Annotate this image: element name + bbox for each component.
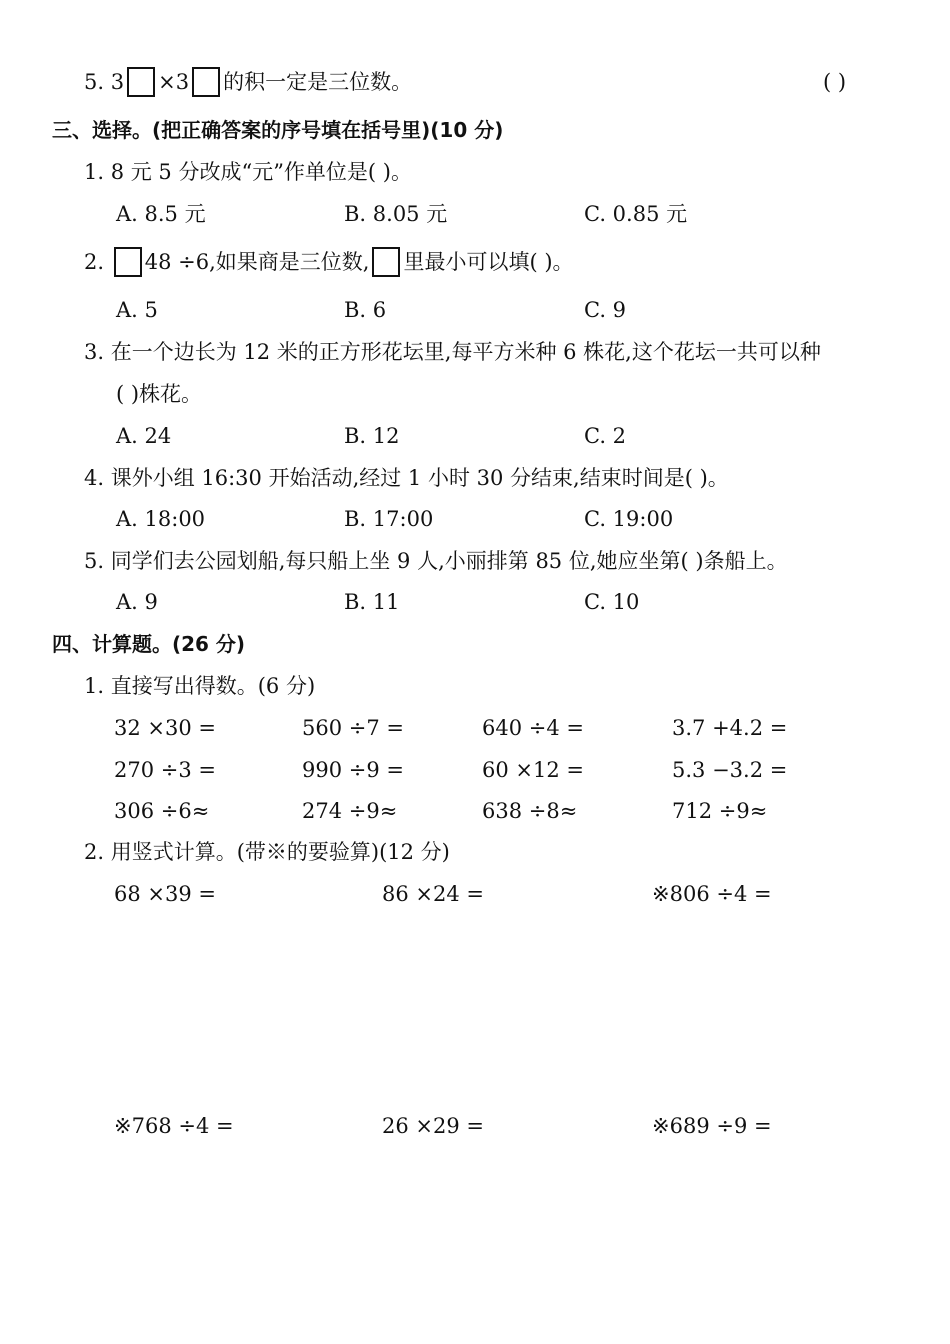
q2-option-c[interactable]: C. 9	[584, 298, 627, 322]
q3-option-b[interactable]: B. 12	[344, 424, 400, 448]
q4-option-b[interactable]: B. 17:00	[344, 507, 434, 531]
part1-title: 1. 直接写出得数。(6 分)	[84, 674, 316, 698]
q3-line1: 3. 在一个边长为 12 米的正方形花坛里,每平方米种 6 株花,这个花坛一共可以种	[84, 340, 821, 364]
calc-item: 638 ÷8≈	[482, 799, 578, 823]
q3-line2: ( )株花。	[116, 382, 203, 406]
calc-item: 712 ÷9≈	[672, 799, 768, 823]
vertical-calc-item: ※689 ÷9 =	[652, 1114, 772, 1138]
answer-box[interactable]	[127, 67, 155, 97]
calc-item: 990 ÷9 =	[302, 758, 404, 782]
part2-title: 2. 用竖式计算。(带※的要验算)(12 分)	[84, 840, 450, 864]
q1-text: 1. 8 元 5 分改成“元”作单位是( )。	[84, 160, 412, 184]
vertical-calc-item: 26 ×29 =	[382, 1114, 484, 1138]
q4-option-a[interactable]: A. 18:00	[116, 507, 206, 531]
calc-item: 270 ÷3 =	[114, 758, 216, 782]
q4-text: 4. 课外小组 16:30 开始活动,经过 1 小时 30 分结束,结束时间是( )。	[84, 466, 729, 490]
q2-tail: 里最小可以填( )。	[403, 250, 574, 274]
q5-option-b[interactable]: B. 11	[344, 590, 400, 614]
answer-box[interactable]	[192, 67, 220, 97]
q5-option-c[interactable]: C. 10	[584, 590, 640, 614]
q5-text: 5. 同学们去公园划船,每只船上坐 9 人,小丽排第 85 位,她应坐第( )条船上。	[84, 549, 788, 573]
section4-title: 四、计算题。(26 分)	[52, 632, 246, 656]
calc-item: 306 ÷6≈	[114, 799, 210, 823]
digit: 3	[110, 70, 125, 94]
calc-item: 60 ×12 =	[482, 758, 584, 782]
answer-paren[interactable]: ( )	[823, 70, 847, 94]
vertical-calc-item: 86 ×24 =	[382, 882, 484, 906]
calc-item: 5.3 −3.2 =	[672, 758, 788, 782]
q1-option-a[interactable]: A. 8.5 元	[116, 202, 206, 226]
vertical-calc-item: ※806 ÷4 =	[652, 882, 772, 906]
q2-text	[84, 248, 574, 279]
q4-option-c[interactable]: C. 19:00	[584, 507, 674, 531]
calc-item: 3.7 +4.2 =	[672, 716, 788, 740]
item-number: 5.	[84, 70, 105, 94]
item-number: 2.	[84, 250, 105, 274]
q3-option-a[interactable]: A. 24	[116, 424, 172, 448]
answer-box[interactable]	[372, 247, 400, 277]
q3-option-c[interactable]: C. 2	[584, 424, 627, 448]
judge-item-5	[84, 68, 412, 99]
q1-option-b[interactable]: B. 8.05 元	[344, 202, 448, 226]
q5-option-a[interactable]: A. 9	[116, 590, 158, 614]
section3-title: 三、选择。(把正确答案的序号填在括号里)(10 分)	[52, 118, 504, 142]
vertical-calc-item: ※768 ÷4 =	[114, 1114, 234, 1138]
calc-item: 640 ÷4 =	[482, 716, 584, 740]
vertical-calc-item: 68 ×39 =	[114, 882, 216, 906]
calc-item: 274 ÷9≈	[302, 799, 398, 823]
q2-option-b[interactable]: B. 6	[344, 298, 387, 322]
q2-mid: 48 ÷6,如果商是三位数,	[144, 250, 370, 274]
q2-option-a[interactable]: A. 5	[116, 298, 158, 322]
answer-box[interactable]	[114, 247, 142, 277]
statement-text: 的积一定是三位数。	[223, 70, 413, 94]
multiply-text: ×3	[158, 70, 190, 94]
q1-option-c[interactable]: C. 0.85 元	[584, 202, 688, 226]
calc-item: 560 ÷7 =	[302, 716, 404, 740]
calc-item: 32 ×30 =	[114, 716, 216, 740]
